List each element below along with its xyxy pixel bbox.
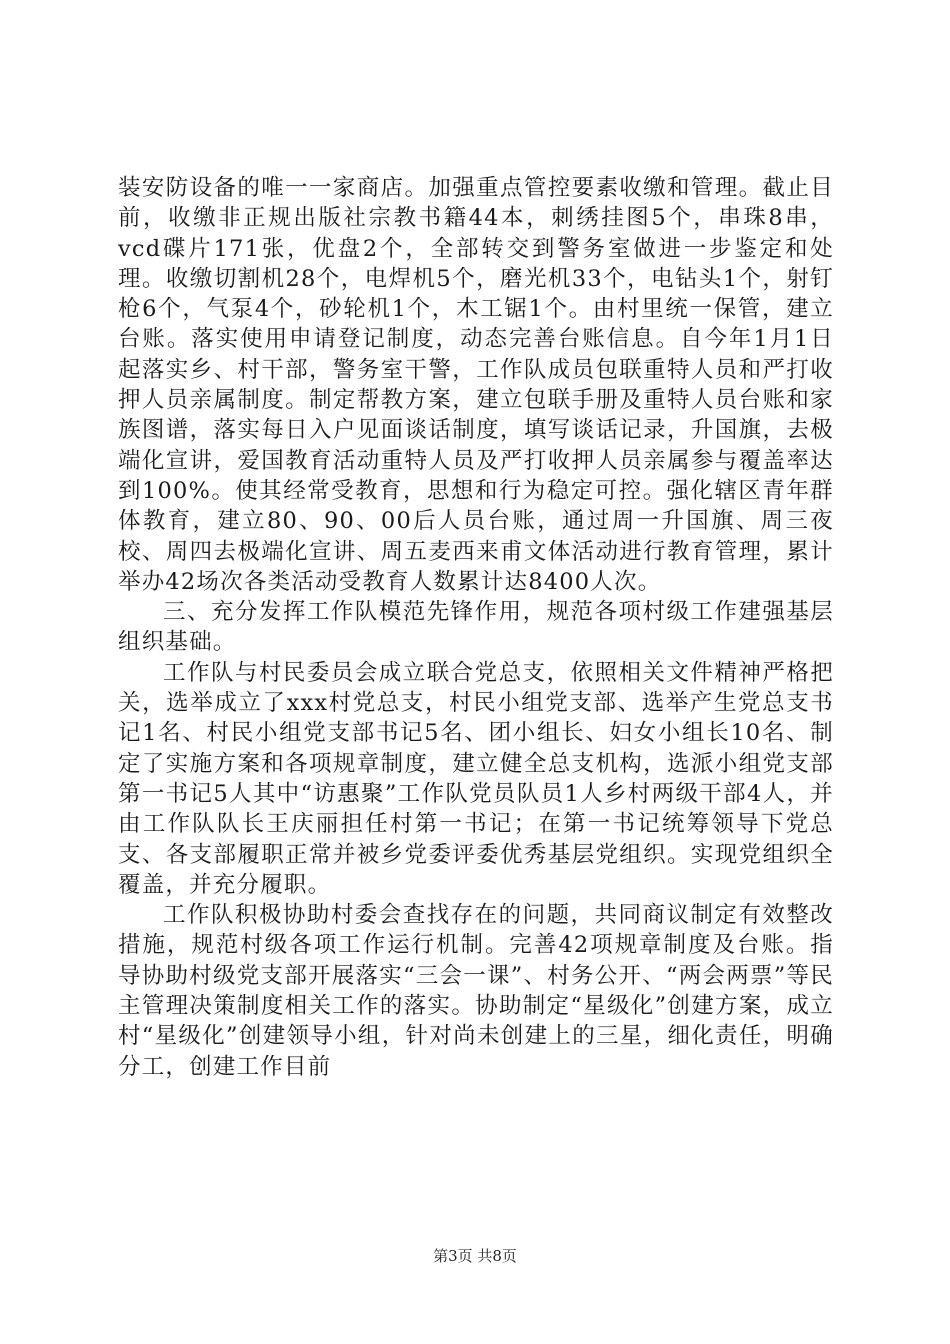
paragraph-1: 装安防设备的唯一一家商店。加强重点管控要素收缴和管理。截止目前，收缴非正规出版社宗教书籍44本，刺绣挂图5个，串珠8串，vcd碟片171张，优盘2个，全部转交到警务室做进一步鉴定和处理。收缴切割机28个，电焊机5个，磨光机33个，电钻头1个，射钉枪6个，气泵4个，砂轮机1个，木工锯1个。由村里统一保管，建立台账。落实使用申请登记制度，动态完善台账信息。自今年1月1日起落实乡、村干部，警务室干警，工作队成员包联重特人员和严打收押人员亲属制度。制定帮教方案，建立包联手册及重特人员台账和家族图谱，落实每日入户见面谈话制度，填写谈话记录，升国旗，去极端化宣讲，爱国教育活动重特人员及严打收押人员亲属参与覆盖率达到100%。使其经常受教育，思想和行为稳定可控。强化辖区青年群体教育，建立80、90、00后人员台账，通过周一升国旗、周三夜校、周四去极端化宣讲、周五麦西来甫文体活动进行教育管理，累计举办42场次各类活动受教育人数累计达8400人次。 xyxy=(118,175,834,595)
paragraph-2-heading: 三、充分发挥工作队模范先锋作用，规范各项村级工作建强基层组织基础。 xyxy=(118,599,834,656)
document-body xyxy=(118,173,834,1082)
paragraph-4: 工作队积极协助村委会查找存在的问题，共同商议制定有效整改措施，规范村级各项工作运行机制。完善42项规章制度及台账。指导协助村级党支部开展落实“三会一课”、村务公开、“两会两票”等民主管理决策制度相关工作的落实。协助制定“星级化”创建方案，成立村“星级化”创建领导小组，针对尚未创建上的三星，细化责任，明确分工，创建工作目前 xyxy=(118,902,834,1080)
paragraph-3: 工作队与村民委员会成立联合党总支，依照相关文件精神严格把关，选举成立了xxx村党总支，村民小组党支部、选举产生党总支书记1名、村民小组党支部书记5名、团小组长、妇女小组长10名、制定了实施方案和各项规章制度，建立健全总支机构，选派小组党支部第一书记5人其中“访惠聚”工作队党员队员1人乡村两级干部4人，并由工作队队长王庆丽担任村第一书记；在第一书记统筹领导下党总支、各支部履职正常并被乡党委评委优秀基层党组织。实现党组织全覆盖，并充分履职。 xyxy=(118,659,834,898)
page-number-footer: 第3页 共8页 xyxy=(433,1247,517,1265)
